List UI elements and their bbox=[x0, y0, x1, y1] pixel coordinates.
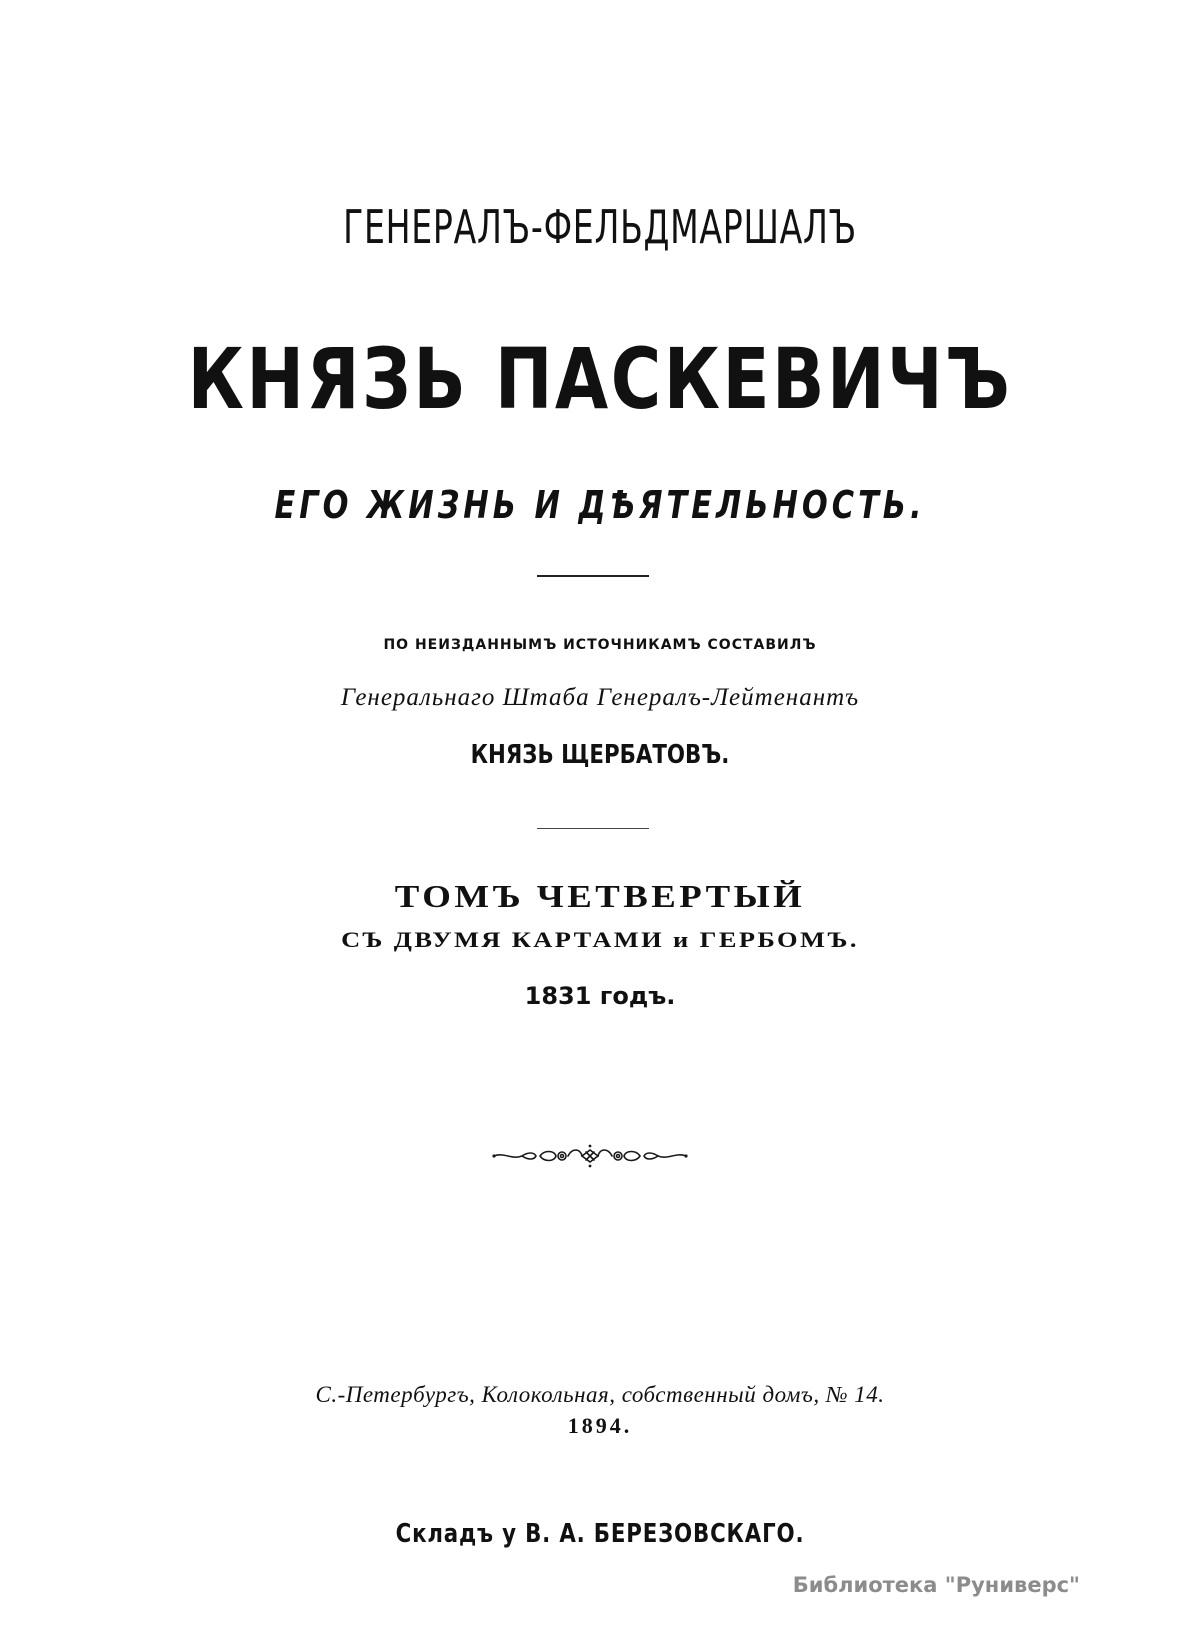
publication-year: 1894. bbox=[567, 1413, 633, 1438]
maps-note: СЪ ДВУМЯ КАРТАМИ и ГЕРБОМЪ. bbox=[341, 927, 859, 952]
book-title: КНЯЗЬ ПАСКЕВИЧЪ bbox=[187, 330, 1013, 428]
address-line: С.-Петербургъ, Колокольная, собственный домъ, № 14. bbox=[315, 1382, 885, 1407]
ornament-flourish-icon bbox=[490, 1140, 690, 1172]
publisher-line: Складъ у В. А. БЕРЕЗОВСКАГО. bbox=[395, 1519, 805, 1549]
divider-rule-thin bbox=[537, 828, 649, 829]
volume-label: ТОМЪ ЧЕТВЕРТЫЙ bbox=[394, 878, 806, 914]
divider-rule bbox=[537, 575, 649, 577]
author-name: КНЯЗЬ ЩЕРБАТОВЪ. bbox=[470, 740, 730, 770]
rank-heading: ГЕНЕРАЛЪ-ФЕЛЬДМАРШАЛЪ bbox=[343, 200, 857, 254]
library-watermark: Библиотека "Руниверс" bbox=[792, 1573, 1080, 1597]
year-covered: 1831 годъ. bbox=[524, 982, 676, 1010]
book-subtitle: ЕГО ЖИЗНЬ И ДѢЯТЕЛЬНОСТЬ. bbox=[274, 483, 926, 527]
author-rank: Генеральнаго Штаба Генералъ-Лейтенантъ bbox=[340, 684, 860, 711]
compiled-note: ПО НЕИЗДАННЫМЪ ИСТОЧНИКАМЪ СОСТАВИЛЪ bbox=[383, 637, 817, 653]
